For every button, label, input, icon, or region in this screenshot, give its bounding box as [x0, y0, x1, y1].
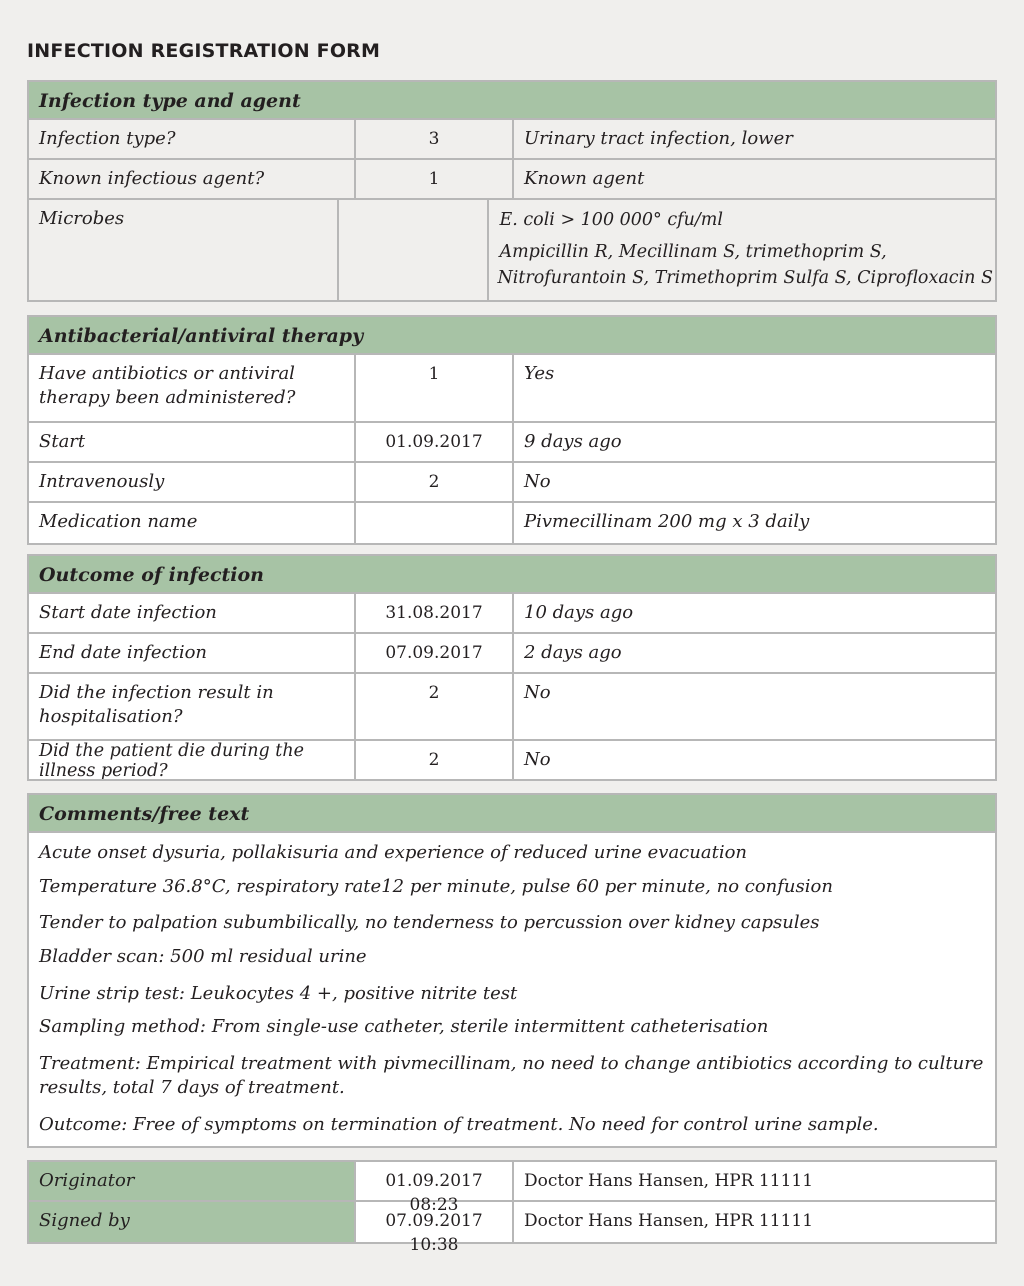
- row-code: [339, 200, 489, 300]
- signature-table: [27, 1160, 997, 1255]
- row-code: 31.08.2017: [356, 594, 514, 632]
- signature-name: Doctor Hans Hansen, HPR 11111: [524, 1211, 814, 1231]
- form-title: INFECTION REGISTRATION FORM: [27, 40, 381, 62]
- row-value: Pivmecillinam 200 mg x 3 daily: [524, 511, 810, 532]
- table-row: [29, 200, 995, 300]
- row-label: Start: [29, 423, 356, 461]
- signature-datetime: 01.09.2017 08:23: [356, 1162, 514, 1200]
- table-row: [29, 120, 995, 160]
- section-infection-type: [27, 80, 997, 302]
- comment-line: Acute onset dysuria, pollakisuria and experience of reduced urine evacuation: [39, 842, 748, 863]
- table-row: [29, 1162, 995, 1215]
- comment-line: Outcome: Free of symptoms on termination of treatment. No need for control urine sample.: [39, 1114, 879, 1135]
- table-row: [29, 634, 995, 674]
- row-label: Start date infection: [29, 594, 356, 632]
- table-row: [29, 741, 995, 779]
- table-row: [29, 1202, 995, 1255]
- comment-line: Tender to palpation subumbilically, no tenderness to percussion over kidney capsules: [39, 912, 820, 933]
- section-heading: Outcome of infection: [29, 556, 995, 594]
- row-code: 2: [356, 741, 514, 779]
- row-code: 2: [356, 463, 514, 501]
- row-value: No: [524, 471, 551, 492]
- table-row: [29, 160, 995, 200]
- table-row: [29, 674, 995, 741]
- row-label: Infection type?: [29, 120, 356, 158]
- row-value: No: [524, 749, 551, 770]
- row-code: 1: [356, 355, 514, 421]
- signature-name: Doctor Hans Hansen, HPR 11111: [524, 1171, 814, 1191]
- signature-label: Originator: [29, 1162, 356, 1200]
- comment-line: Treatment: Empirical treatment with pivmecillinam, no need to change antibiotics according to culture results, total 7 days of treatment.: [39, 1053, 984, 1098]
- row-label: Did the infection result in hospitalisation?: [29, 674, 356, 739]
- section-heading: Infection type and agent: [29, 82, 995, 120]
- comment-line: Urine strip test: Leukocytes 4 +, positive nitrite test: [39, 983, 518, 1004]
- row-value: [489, 200, 995, 300]
- section-therapy: [27, 315, 997, 545]
- row-label: Known infectious agent?: [29, 160, 356, 198]
- row-label: Intravenously: [29, 463, 356, 501]
- table-row: [29, 423, 995, 463]
- row-label: Did the patient die during the illness period?: [29, 741, 356, 779]
- microbe-line: E. coli > 100 000° cfu/ml: [499, 210, 723, 230]
- table-row: [29, 503, 995, 543]
- section-heading: Comments/free text: [29, 795, 995, 833]
- row-code: 3: [356, 120, 514, 158]
- row-value: 10 days ago: [524, 602, 634, 623]
- comment-line: Temperature 36.8°C, respiratory rate12 per minute, pulse 60 per minute, no confusion: [39, 876, 833, 897]
- row-code: 1: [356, 160, 514, 198]
- row-label: Medication name: [29, 503, 356, 543]
- row-code: 01.09.2017: [356, 423, 514, 461]
- row-value: 2 days ago: [524, 642, 622, 663]
- row-label: Have antibiotics or antiviral therapy been administered?: [29, 355, 356, 421]
- table-row: [29, 355, 995, 423]
- table-row: [29, 463, 995, 503]
- row-label: End date infection: [29, 634, 356, 672]
- table-row: [29, 594, 995, 634]
- row-value: Yes: [524, 363, 555, 384]
- row-value: Urinary tract infection, lower: [524, 128, 793, 149]
- row-value: Known agent: [524, 168, 645, 189]
- signature-datetime: 07.09.2017 10:38: [356, 1202, 514, 1242]
- row-code: 2: [356, 674, 514, 739]
- comment-line: Sampling method: From single-use catheter, sterile intermittent catheterisation: [39, 1016, 769, 1037]
- row-value: 9 days ago: [524, 431, 622, 452]
- row-code: 07.09.2017: [356, 634, 514, 672]
- row-label: Microbes: [29, 200, 339, 300]
- signature-label: Signed by: [29, 1202, 356, 1242]
- section-comments: [27, 793, 997, 1148]
- comment-line: Bladder scan: 500 ml residual urine: [39, 946, 367, 967]
- row-code: [356, 503, 514, 543]
- section-outcome: [27, 554, 997, 781]
- microbe-line: Ampicillin R, Mecillinam S, trimethoprim S,: [499, 242, 887, 262]
- microbe-line: Nitrofurantoin S, Trimethoprim Sulfa S, Ciprofloxacin S: [497, 268, 993, 288]
- section-heading: Antibacterial/antiviral therapy: [29, 317, 995, 355]
- row-value: No: [524, 682, 551, 703]
